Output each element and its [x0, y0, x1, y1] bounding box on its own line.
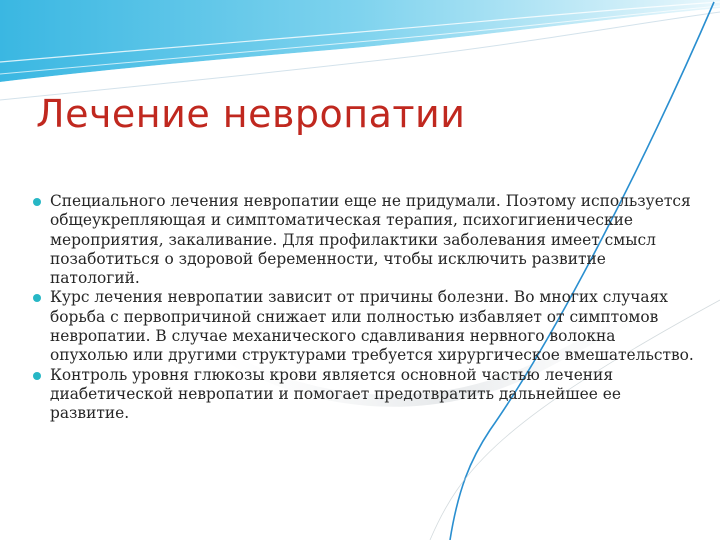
bullet-marker	[33, 294, 41, 302]
bullet-list	[32, 192, 696, 424]
slide-title: Лечение невропатии	[36, 92, 466, 136]
bullet-text: Контроль уровня глюкозы крови является основной частью лечения диабетической невропатии и помогает предотвратить дальнейшее ее развитие.	[50, 365, 621, 423]
bullet-text: Специального лечения невропатии еще не придумали. Поэтому используется общеукрепляющая и симптоматическая терапия, психогигиенические мероприятия, закаливание. Для профилактики заболевания имеет смысл позаботиться о здоровой беременности, чтобы исключить развитие патологий.	[50, 192, 691, 288]
bullet-text: Курс лечения невропатии зависит от причины болезни. Во многих случаях борьба с первопричиной снижает или полностью избавляет от симптомов невропатии. В случае механического сдавливания нервного волокна опухолью или другими структурами требуется хирургическое вмешательство.	[50, 288, 694, 365]
bullet-item	[32, 192, 696, 288]
bullet-marker	[33, 372, 41, 380]
bullet-item	[32, 366, 696, 424]
bullet-item	[32, 288, 696, 365]
bullet-marker	[33, 198, 41, 206]
